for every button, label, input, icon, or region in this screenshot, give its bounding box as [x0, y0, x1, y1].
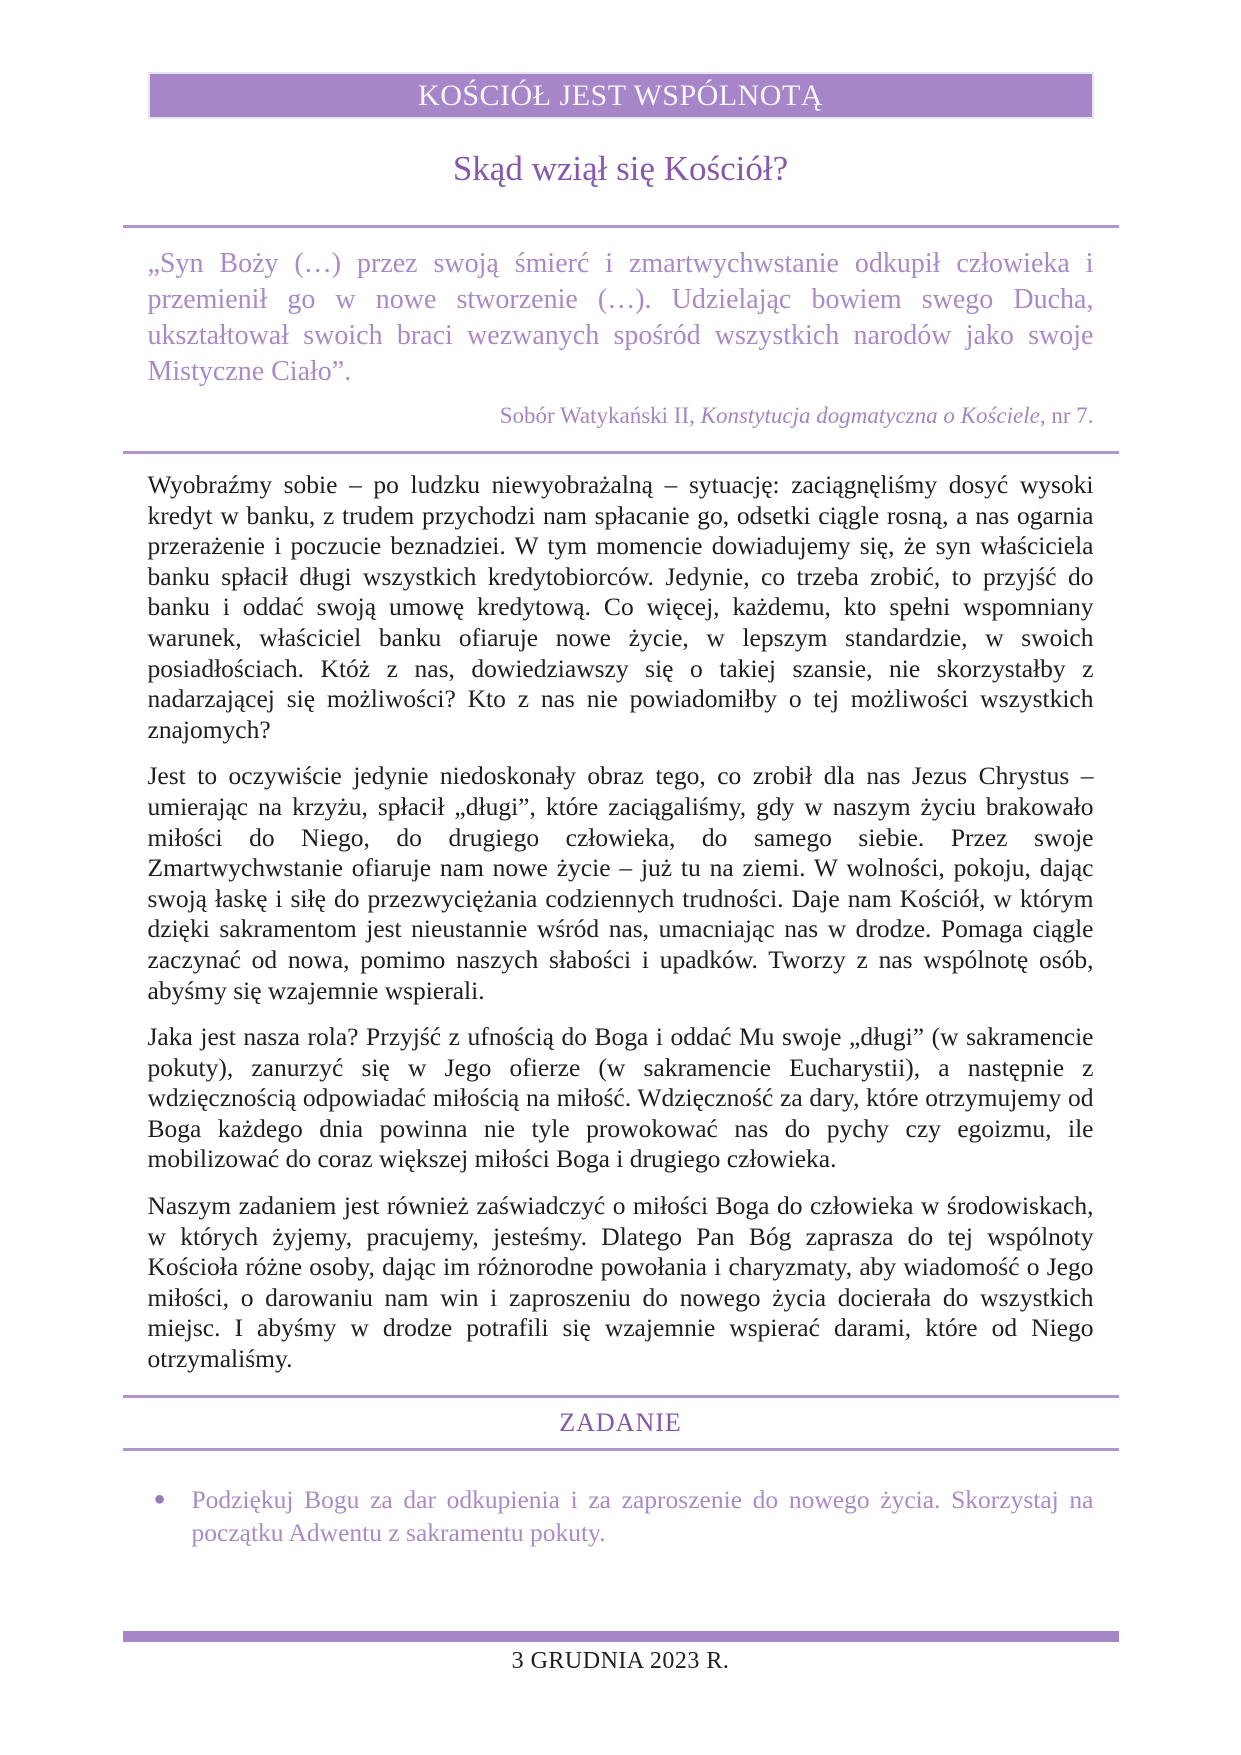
- task-section-heading: ZADANIE: [559, 1407, 682, 1437]
- divider-top-of-quote: [123, 225, 1119, 228]
- task-list-item: [148, 1483, 1094, 1549]
- body-paragraph-1: Wyobraźmy sobie – po ludzku niewyobrażalną – sytuację: zaciągnęliśmy dosyć wysoki kredyt w banku, z trudem przychodzi nam spłacanie go, odsetki ciągle rosną, a nas ogarnia przerażenie i poczucie beznadziei. W tym momencie dowiadujemy się, że syn właściciela banku spłacił długi wszystkich kredytobiorców. Jedynie, co trzeba zrobić, to przyjść do banku i oddać swoją umowę kredytową. Co więcej, każdemu, kto spełni wspomniany warunek, właściciel banku ofiaruje nowe życie, w lepszym standardzie, w swoich posiadłościach. Któż z nas, dowiedziawszy się o takiej szansie, nie skorzystałby z nadarzającej się możliwości? Kto z nas nie powiadomiłby o tej możliwości wszystkich znajomych?: [147, 470, 1094, 744]
- page-title: Skąd wziął się Kościół?: [452, 149, 789, 188]
- lesson-banner-title: KOŚCIÓŁ JEST WSPÓLNOTĄ: [418, 78, 823, 112]
- attribution-number: , nr 7.: [1039, 403, 1094, 428]
- attribution-source: Sobór Watykański II,: [499, 403, 701, 428]
- bullet-icon: ●: [153, 1487, 166, 1510]
- body-paragraph-4: Naszym zadaniem jest również zaświadczyć o miłości Boga do człowieka w środowiskach, w których żyjemy, pracujemy, jesteśmy. Dlatego Pan Bóg zaprasza do tej wspólnoty Kościoła różne osoby, dając im różnorodne powołania i charyzmaty, aby wiadomość o Jego miłości, o darowaniu nam win i zaproszeniu do nowego życia docierała do wszystkich miejsc. I abyśmy w drodze potrafili się wzajemnie wspierać darami, które od Niego otrzymaliśmy.: [147, 1191, 1094, 1374]
- divider-below-task-heading: [123, 1448, 1119, 1451]
- footer-accent-bar: [123, 1631, 1119, 1642]
- task-item-text: Podziękuj Bogu za dar odkupienia i za zaproszenie do nowego życia. Skorzystaj na początku Adwentu z sakramentu pokuty.: [191, 1484, 1094, 1547]
- divider-below-quote: [123, 451, 1119, 454]
- quote-text: „Syn Boży (…) przez swoją śmierć i zmartwychwstanie odkupił człowieka i przemienił go w nowe stworzenie (…). Udzielając bowiem swego Ducha, ukształtował swoich braci wezwanych spośród wszystkich narodów jako swoje Mistyczne Ciało”.: [147, 248, 1094, 387]
- body-paragraph-3: Jaka jest nasza rola? Przyjść z ufnością do Boga i oddać Mu swoje „długi” (w sakramencie pokuty), zanurzyć się w Jego ofierze (w sakramencie Eucharystii), a następnie z wdzięcznością odpowiadać miłością na miłość. Wdzięczność za dary, które otrzymujemy od Boga każdego dnia powinna nie tyle prowokować nas do pychy czy egoizmu, ile mobilizować do coraz większej miłości Boga i drugiego człowieka.: [147, 1022, 1094, 1174]
- content-column: [148, 0, 1094, 1675]
- footer-date: 3 GRUDNIA 2023 R.: [511, 1647, 730, 1674]
- quote-attribution: [148, 403, 1094, 429]
- divider-above-task: [123, 1395, 1119, 1398]
- body-paragraph-2: Jest to oczywiście jedynie niedoskonały obraz tego, co zrobił dla nas Jezus Chrystus – umierając na krzyżu, spłacił „długi”, które zaciągaliśmy, gdy w naszym życiu brakowało miłości do Niego, do drugiego człowieka, do samego siebie. Przez swoje Zmartwychwstanie ofiaruje nam nowe życie – już tu na ziemi. W wolności, pokoju, dając swoją łaskę i siłę do przezwyciężania codziennych trudności. Daje nam Kościół, w którym dzięki sakramentom jest nieustannie wśród nas, umacniając nas w drodze. Pomaga ciągle zaczynać od nowa, pomimo naszych słabości i upadków. Tworzy z nas wspólnotę osób, abyśmy się wzajemnie wspierali.: [147, 761, 1094, 1005]
- attribution-work-title: Konstytucja dogmatyczna o Kościele: [700, 403, 1040, 428]
- lesson-banner: [148, 72, 1094, 119]
